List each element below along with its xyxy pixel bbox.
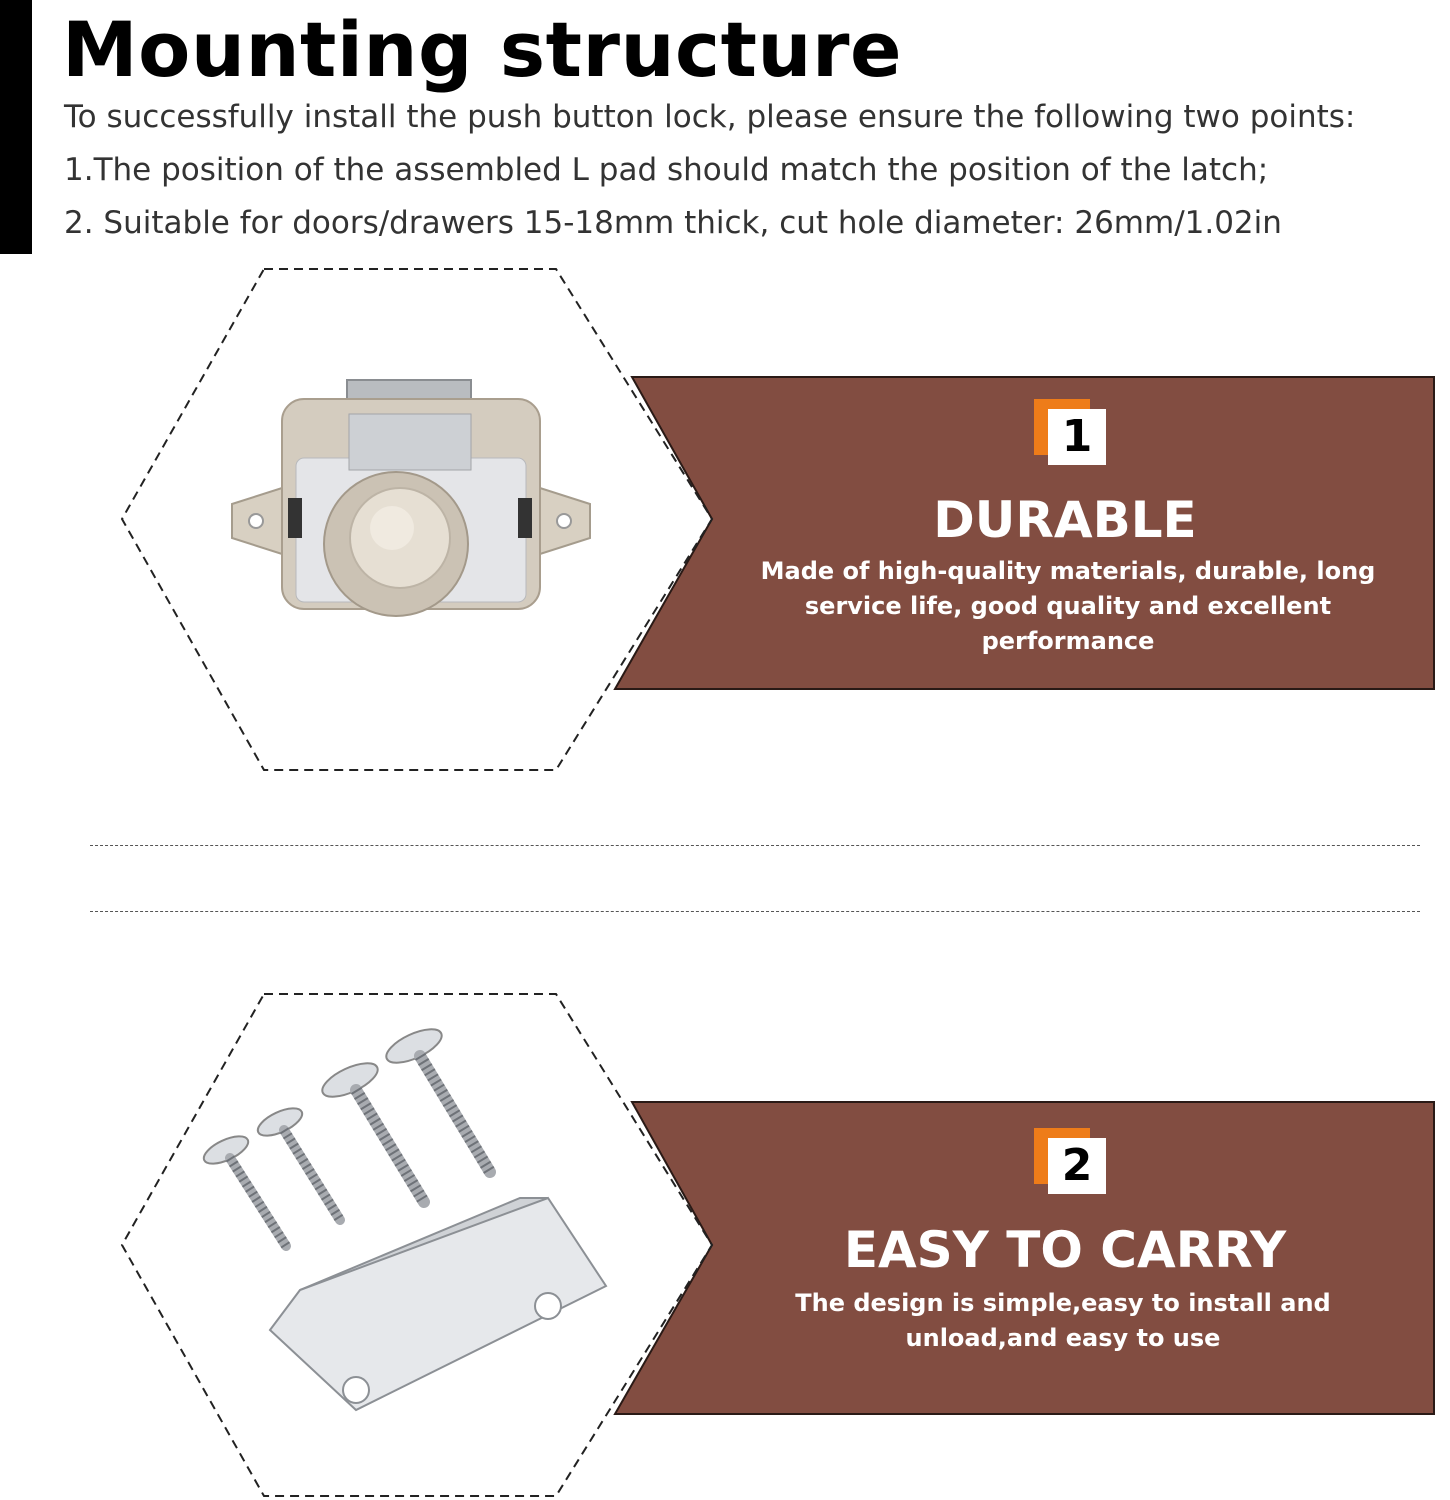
feature-number-badge (1034, 1128, 1106, 1196)
feature-description-line: Made of high-quality materials, durable, long (760, 557, 1376, 585)
title-accent-bar (0, 0, 32, 254)
feature-description (690, 1286, 1436, 1356)
feature-number-badge (1034, 399, 1106, 467)
section-divider-bottom (90, 911, 1420, 912)
screw-1 (200, 1131, 286, 1246)
screw-3 (318, 1056, 424, 1202)
feature-card-easy-to-carry (0, 990, 1450, 1500)
feature-title: DURABLE (933, 491, 1197, 549)
feature-number: 1 (1048, 409, 1106, 465)
install-point-1: 1.The position of the assembled L pad should match the position of the latch; (64, 152, 1269, 188)
feature-description-line: The design is simple,easy to install and (795, 1289, 1331, 1317)
section-divider-top (90, 845, 1420, 846)
feature-card-durable (0, 266, 1450, 776)
feature-description (700, 554, 1436, 659)
feature-number: 2 (1048, 1138, 1106, 1194)
screw-2 (254, 1103, 340, 1220)
push-button-latch-image (232, 380, 590, 616)
page-title: Mounting structure (62, 5, 903, 94)
install-point-2: 2. Suitable for doors/drawers 15-18mm thick, cut hole diameter: 26mm/1.02in (64, 205, 1282, 241)
screws-and-l-pad-image (200, 1022, 606, 1410)
feature-description-line: performance (981, 627, 1155, 655)
feature-description-line: unload,and easy to use (905, 1324, 1221, 1352)
l-pad-bracket (270, 1198, 606, 1410)
feature-title: EASY TO CARRY (843, 1221, 1287, 1279)
feature-description-line: service life, good quality and excellent (804, 592, 1332, 620)
intro-text: To successfully install the push button lock, please ensure the following two points: (64, 99, 1356, 135)
